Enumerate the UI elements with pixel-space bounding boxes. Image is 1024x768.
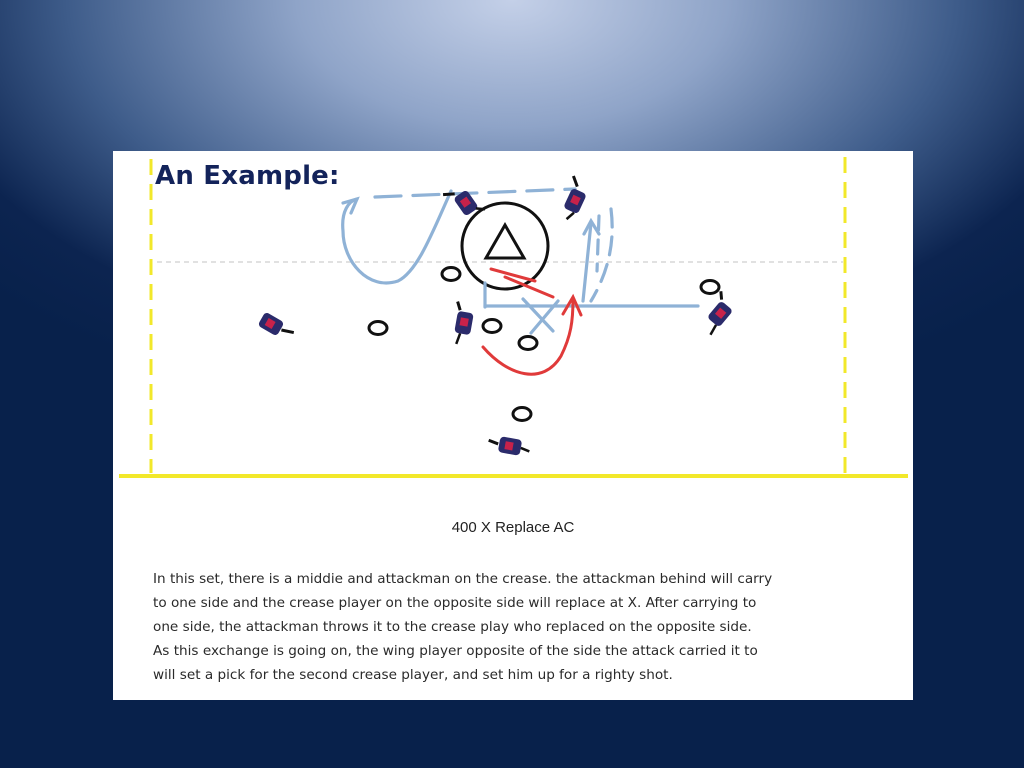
defender-circles	[369, 268, 719, 421]
description-line: In this set, there is a middie and attackman on the crease. the attackman behind will carry	[153, 571, 773, 587]
play-description	[153, 567, 853, 687]
defender-circle-icon	[701, 281, 719, 294]
player-icon	[257, 312, 295, 343]
field-diagram	[113, 151, 913, 481]
description-line: one side, the attackman throws it to the crease play who replaced on the opposite side.	[153, 619, 752, 635]
defender-circle-icon	[519, 337, 537, 350]
defender-circle-icon	[442, 268, 460, 281]
left-cut-path	[343, 191, 451, 283]
top-dashed-line	[375, 189, 575, 197]
description-line: to one side and the crease player on the opposite side will replace at X. After carrying to	[153, 595, 757, 611]
right-dashed-arc	[591, 209, 612, 301]
description-line: As this exchange is going on, the wing player opposite of the side the attack carried it to	[153, 643, 758, 659]
player-icon	[443, 180, 485, 224]
player-icon	[695, 291, 738, 336]
player-icon	[556, 176, 592, 223]
right-dashed-drop	[597, 216, 599, 271]
player-icon	[450, 302, 475, 346]
slide-title: An Example:	[155, 161, 340, 191]
defender-circle-icon	[513, 408, 531, 421]
defender-circle-icon	[483, 320, 501, 333]
player-icon	[487, 434, 531, 457]
play-diagram-image	[113, 151, 913, 700]
defender-circle-icon	[369, 322, 387, 335]
description-line: will set a pick for the second crease player, and set him up for a righty shot.	[153, 667, 673, 683]
blue-paths	[343, 189, 698, 333]
play-name-caption: 400 X Replace AC	[451, 519, 575, 536]
